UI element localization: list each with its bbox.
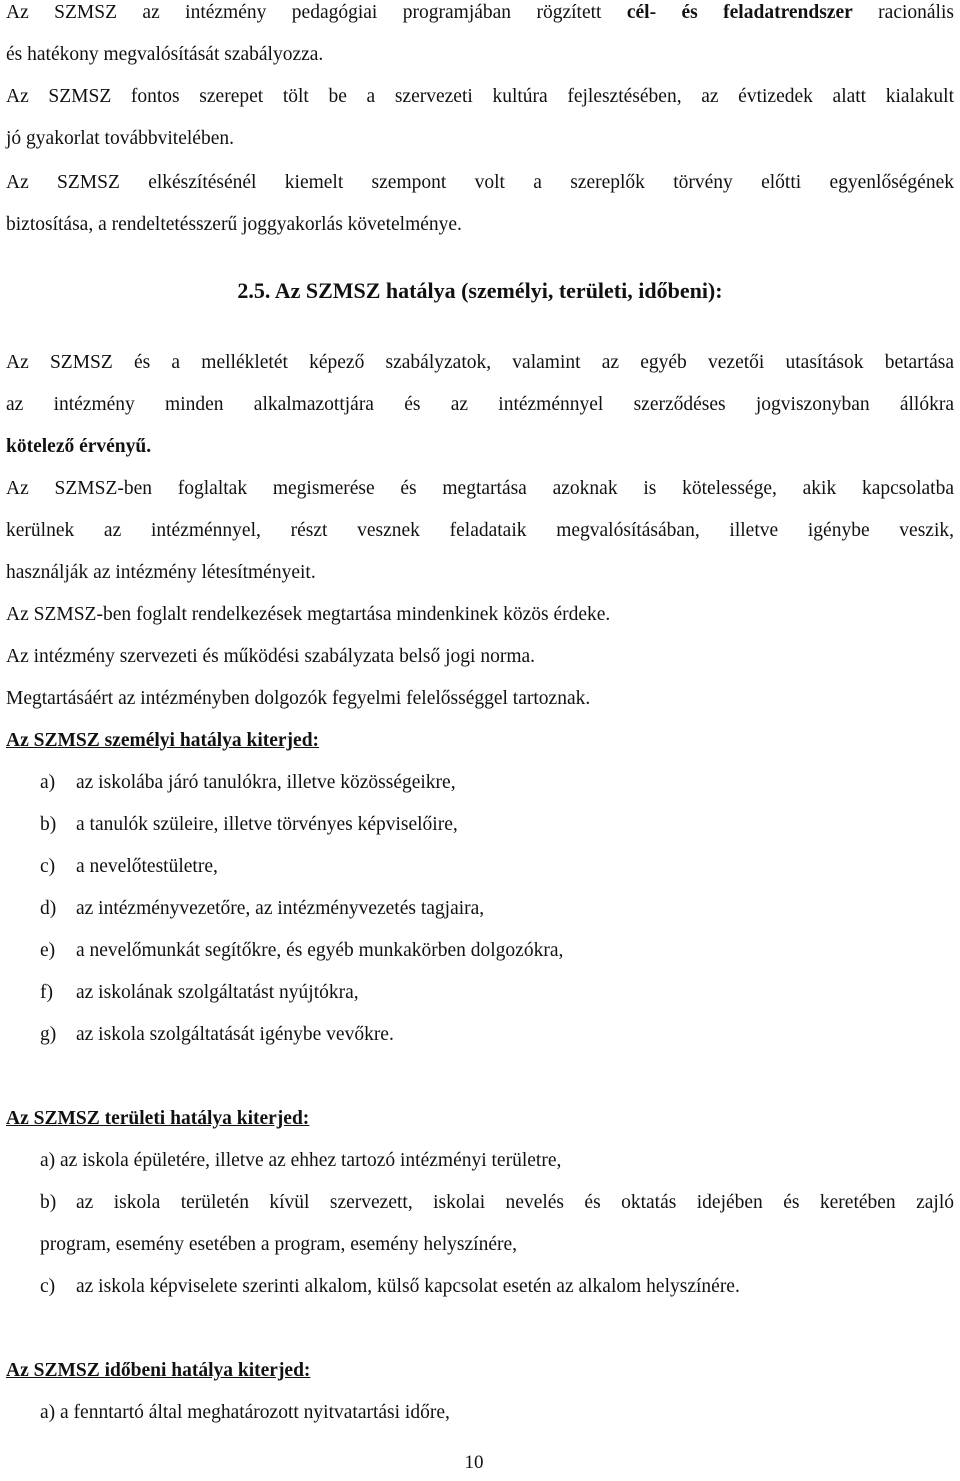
list-item-text: az iskolának szolgáltatást nyújtókra,	[76, 982, 359, 1003]
list-item-text: az intézményvezetőre, az intézményvezetés tagjaira,	[76, 898, 485, 919]
list-item-label: d)	[40, 898, 57, 919]
paragraph-line: biztosítása, a rendeltetésszerű joggyakorlás követelménye.	[6, 214, 462, 235]
list-item-text: a) az iskola épületére, illetve az ehhez tartozó intézményi területre,	[40, 1150, 562, 1171]
list-item-text: az iskola képviselete szerinti alkalom, külső kapcsolat esetén az alkalom helyszínére.	[76, 1276, 740, 1297]
paragraph-equality	[6, 162, 954, 246]
list-item-text: a tanulók szüleire, illetve törvényes képviselőire,	[76, 814, 458, 835]
list-item-label: b)	[40, 1192, 57, 1213]
list-item-label: g)	[40, 1024, 57, 1045]
list-item	[6, 972, 954, 1014]
list-item	[6, 846, 954, 888]
list-item-continuation	[6, 1224, 954, 1266]
list-item-text: az iskola szolgáltatását igénybe vevőkre.	[76, 1024, 394, 1045]
paragraph-common-interest: Az SZMSZ-ben foglalt rendelkezések megtartása mindenkinek közös érdeke.	[6, 604, 611, 625]
paragraph-line: Az SZMSZ elkészítésénél kiemelt szempont volt a szereplők törvény előtti egyenlőségének	[6, 172, 954, 193]
list-item	[6, 804, 954, 846]
list-item	[6, 1014, 954, 1056]
list-item-text: az iskola területén kívül szervezett, iskolai nevelés és oktatás idejében és keretében zajló	[76, 1192, 954, 1213]
paragraph-line: jó gyakorlat továbbvitelében.	[6, 128, 234, 149]
paragraph-line: Az SZMSZ fontos szerepet tölt be a szervezeti kultúra fejlesztésében, az évtizedek alatt kialakult	[6, 86, 954, 107]
paragraph-line: kerülnek az intézménnyel, részt vesznek feladataik megvalósításában, illetve igénybe veszik,	[6, 520, 954, 541]
text-run: racionális	[852, 2, 954, 23]
paragraph-scope	[6, 342, 954, 468]
paragraph-line: és hatékony megvalósítását szabályozza.	[6, 44, 324, 65]
paragraph-line: Az SZMSZ-ben foglaltak megismerése és megtartása azoknak is kötelessége, akik kapcsolatba	[6, 478, 954, 499]
list-item-label: c)	[40, 856, 56, 877]
paragraph-line	[6, 0, 954, 34]
personal-scope-list	[6, 762, 954, 1056]
document-page	[6, 0, 954, 1434]
personal-scope-title: Az SZMSZ személyi hatálya kiterjed:	[6, 730, 320, 751]
list-item	[6, 888, 954, 930]
list-item-label: e)	[40, 940, 56, 961]
paragraph-line: az intézmény minden alkalmazottjára és az intézménnyel szerződéses jogviszonyban állókra	[6, 394, 954, 415]
bold-text-run: cél- és feladatrendszer	[626, 2, 853, 23]
list-item	[6, 1140, 954, 1182]
territorial-scope-title: Az SZMSZ területi hatálya kiterjed:	[6, 1108, 310, 1129]
bold-text-run: kötelező érvényű.	[6, 436, 152, 457]
temporal-scope-title: Az SZMSZ időbeni hatálya kiterjed:	[6, 1360, 311, 1381]
list-item-label: f)	[40, 982, 53, 1003]
list-item-label: b)	[40, 814, 57, 835]
list-item	[6, 1182, 954, 1224]
list-item-text: a nevelőtestületre,	[76, 856, 218, 877]
list-item-label: c)	[40, 1276, 56, 1297]
paragraph-discipline: Megtartásáért az intézményben dolgozók fegyelmi felelősséggel tartoznak.	[6, 688, 591, 709]
list-item	[6, 1266, 954, 1308]
paragraph-goals	[6, 0, 954, 76]
list-item	[6, 762, 954, 804]
paragraph-legal-norm: Az intézmény szervezeti és működési szabályzata belső jogi norma.	[6, 646, 536, 667]
paragraph-obligation	[6, 468, 954, 594]
paragraph-culture	[6, 76, 954, 160]
list-item	[6, 1392, 954, 1434]
page-number: 10	[464, 1452, 484, 1473]
temporal-scope-list	[6, 1392, 954, 1434]
text-run: Az SZMSZ az intézmény pedagógiai programjában rögzített	[6, 2, 627, 23]
list-item-text: program, esemény esetében a program, esemény helyszínére,	[40, 1234, 518, 1255]
list-item-text: az iskolába járó tanulókra, illetve közösségeikre,	[76, 772, 456, 793]
list-item-text: a nevelőmunkát segítőkre, és egyéb munkakörben dolgozókra,	[76, 940, 564, 961]
territorial-scope-list	[6, 1140, 954, 1308]
paragraph-line: Az SZMSZ és a mellékletét képező szabályzatok, valamint az egyéb vezetői utasítások betartása	[6, 352, 954, 373]
section-heading: 2.5. Az SZMSZ hatálya (személyi, területi, időbeni):	[237, 278, 723, 303]
list-item-label: a)	[40, 772, 56, 793]
list-item	[6, 930, 954, 972]
list-item-text: a) a fenntartó által meghatározott nyitvatartási időre,	[40, 1402, 450, 1423]
paragraph-line: használják az intézmény létesítményeit.	[6, 562, 316, 583]
